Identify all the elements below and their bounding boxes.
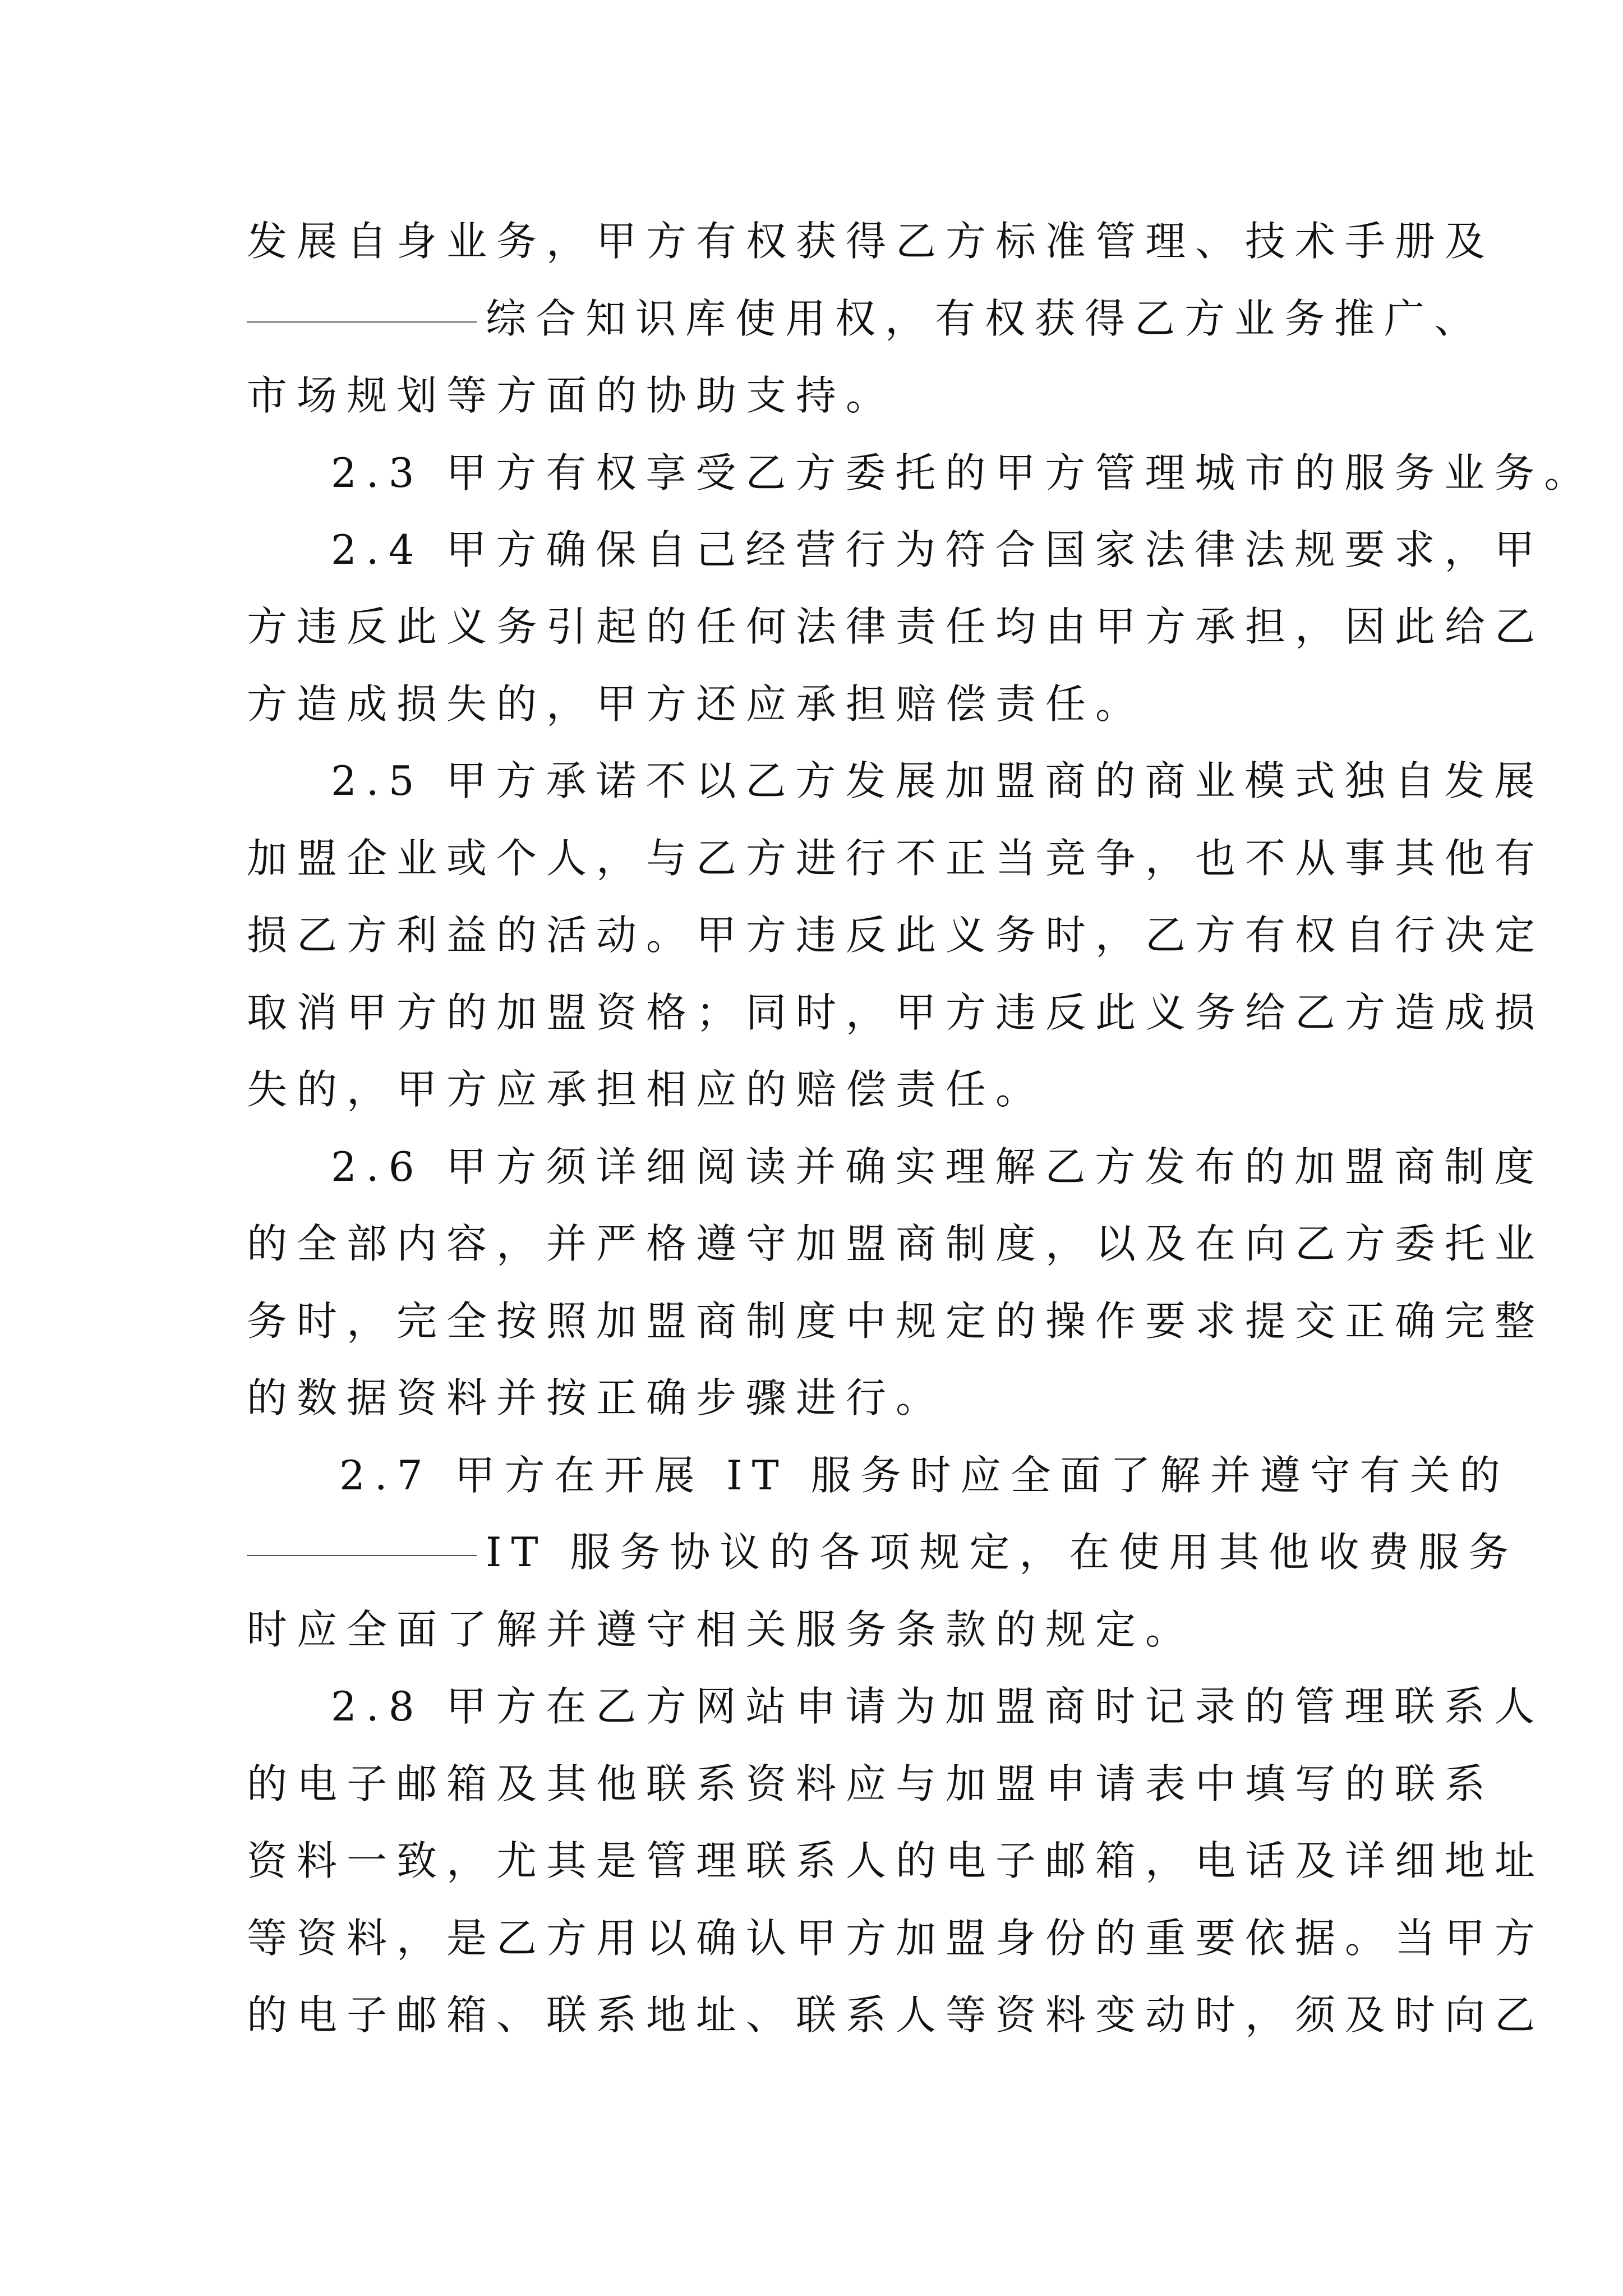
text-line: 的数据资料并按正确步骤进行。 <box>247 1374 946 1421</box>
text-line: 时应全面了解并遵守相关服务条款的规定。 <box>247 1606 1196 1653</box>
text-segment: IT 服务协议的各项规定，在使用其他收费服务 <box>486 1529 1519 1576</box>
text-line: 的电子邮箱、联系地址、联系人等资料变动时，须及时向乙 <box>247 1991 1545 2039</box>
text-line: 方违反此义务引起的任何法律责任均由甲方承担，因此给乙 <box>247 603 1545 650</box>
clause-2-7: 2.7 甲方在开展 IT 服务时应全面了解并遵守有关的 <box>339 1452 1510 1499</box>
text-line <box>247 1524 1518 1580</box>
text-line: 失的，甲方应承担相应的赔偿责任。 <box>247 1066 1046 1113</box>
text-line: 务时，完全按照加盟商制度中规定的操作要求提交正确完整 <box>247 1297 1545 1345</box>
text-line: 的全部内容，并严格遵守加盟商制度，以及在向乙方委托业 <box>247 1220 1545 1267</box>
text-line: 资料一致，尤其是管理联系人的电子邮箱，电话及详细地址 <box>247 1837 1545 1884</box>
text-line: 的电子邮箱及其他联系资料应与加盟申请表中填写的联系 <box>247 1760 1495 1807</box>
text-line <box>247 291 1484 347</box>
clause-2-6: 2.6 甲方须详细阅读并确实理解乙方发布的加盟商制度 <box>331 1143 1544 1190</box>
text-line: 损乙方利益的活动。甲方违反此义务时，乙方有权自行决定 <box>247 912 1545 959</box>
fill-in-blank <box>247 321 477 323</box>
text-line: 加盟企业或个人，与乙方进行不正当竞争，也不从事其他有 <box>247 835 1545 882</box>
fill-in-blank <box>247 1554 477 1556</box>
clause-2-3: 2.3 甲方有权享受乙方委托的甲方管理城市的服务业务。 <box>331 449 1594 496</box>
text-line: 方造成损失的，甲方还应承担赔偿责任。 <box>247 680 1146 728</box>
text-segment: 综合知识库使用权，有权获得乙方业务推广、 <box>486 295 1484 342</box>
clause-2-8: 2.8 甲方在乙方网站申请为加盟商时记录的管理联系人 <box>331 1683 1544 1730</box>
text-line: 发展自身业务，甲方有权获得乙方标准管理、技术手册及 <box>247 218 1495 265</box>
text-line: 市场规划等方面的协助支持。 <box>247 372 896 419</box>
text-line: 等资料，是乙方用以确认甲方加盟身份的重要依据。当甲方 <box>247 1915 1545 1962</box>
clause-2-4: 2.4 甲方确保自己经营行为符合国家法律法规要求，甲 <box>331 526 1544 573</box>
clause-2-5: 2.5 甲方承诺不以乙方发展加盟商的商业模式独自发展 <box>331 757 1544 804</box>
text-line: 取消甲方的加盟资格；同时，甲方违反此义务给乙方造成损 <box>247 989 1545 1036</box>
